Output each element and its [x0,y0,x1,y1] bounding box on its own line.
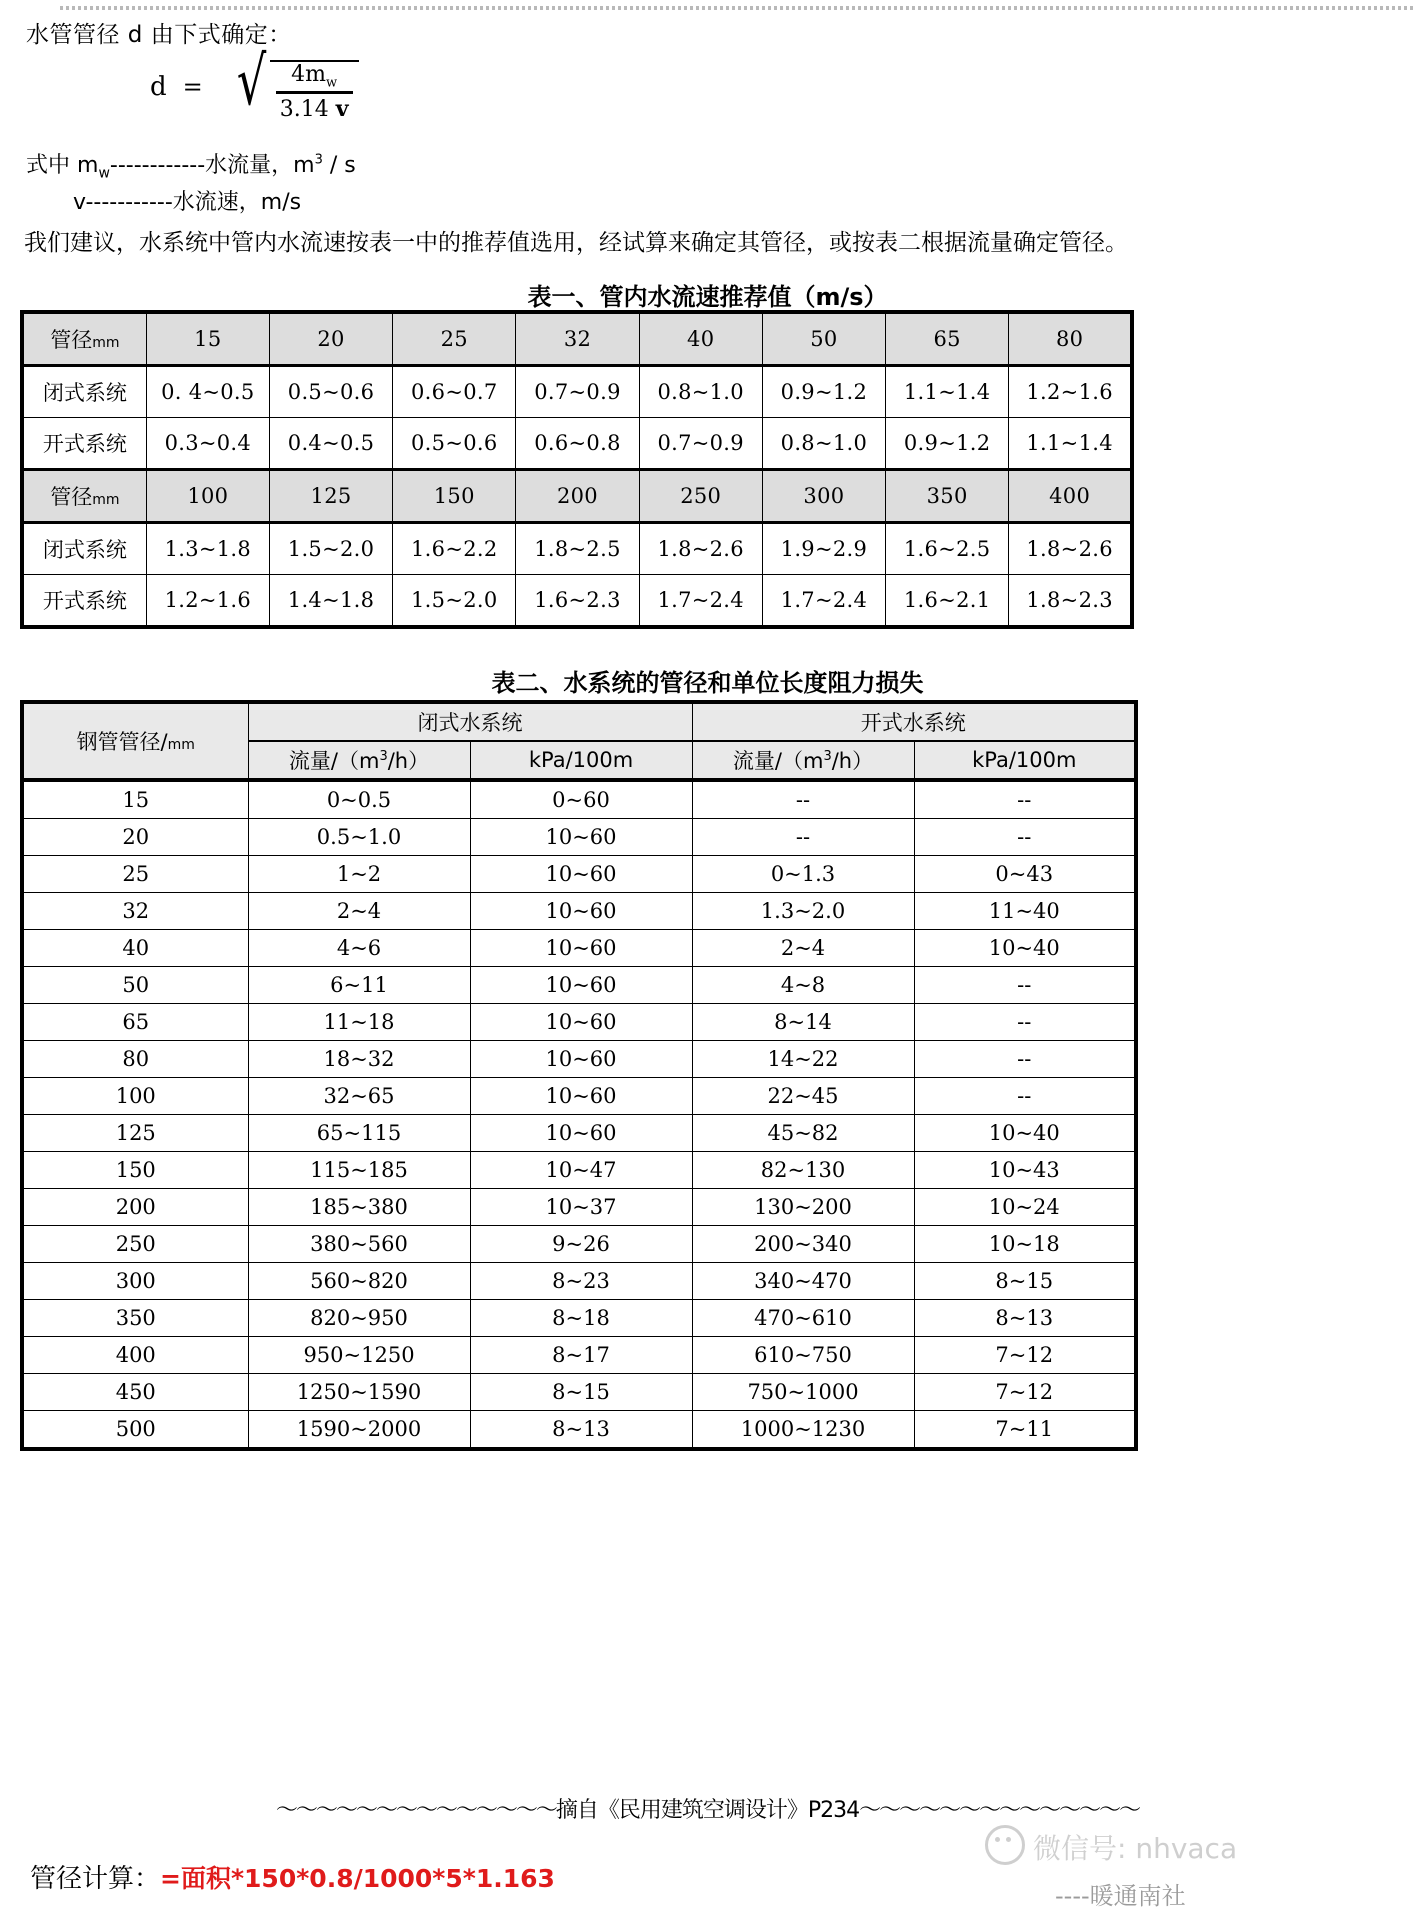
table-row [22,1374,1136,1411]
table-two-closed-flow-cell: 4~6 [248,930,470,967]
table-one-diameter-cell: 300 [762,470,885,523]
table-two-open-kpa-cell: 8~15 [914,1263,1136,1300]
table-one-diameter-cell: 65 [886,312,1009,366]
table-two-open-kpa-cell: 7~12 [914,1374,1136,1411]
table-one-value-cell: 1.7~2.4 [639,575,762,628]
table-one-value-cell: 0.7~0.9 [639,418,762,470]
where-text-velocity: 水流速， [172,190,261,215]
table-one-value-cell: 1.8~2.6 [1009,523,1132,575]
table-one-value-cell: 0. 4~0.5 [146,366,269,418]
table-one-value-cell: 1.2~1.6 [146,575,269,628]
where-line-velocity [73,185,301,216]
table-row [22,1411,1136,1450]
formula-variable-d: d [150,72,167,103]
table-two-closed-flow-cell: 1250~1590 [248,1374,470,1411]
table-row [22,1115,1136,1152]
source-citation [0,1793,1415,1824]
table-one-header-row [22,470,1132,523]
table-one-diameter-cell: 200 [516,470,639,523]
table-two-dn-cell: 15 [22,780,248,819]
where-text-flow: 水流量， [205,153,294,178]
table-one-value-cell: 1.8~2.3 [1009,575,1132,628]
calc-label: 管径计算： [30,1864,161,1894]
table-one-diameter-cell: 15 [146,312,269,366]
table-two-closed-flow-cell: 6~11 [248,967,470,1004]
calc-formula: =面积*150*0.8/1000*5*1.163 [160,1864,555,1893]
table-two-open-flow-cell: -- [692,780,914,819]
table-two-open-flow-cell: 4~8 [692,967,914,1004]
table-one-value-cell: 0.8~1.0 [762,418,885,470]
table-one-header-row [22,312,1132,366]
table-two-closed-kpa-cell: 10~60 [470,856,692,893]
table-two-open-flow-cell: 750~1000 [692,1374,914,1411]
table-two-closed-flow-cell: 18~32 [248,1041,470,1078]
table-one-value-cell: 0.4~0.5 [269,418,392,470]
table-two-open-flow-cell: 14~22 [692,1041,914,1078]
table-two-closed-kpa-cell: 10~60 [470,1078,692,1115]
table-one-data-row [22,366,1132,418]
table-two-col-closed-kpa: kPa/100m [470,741,692,780]
where-dashes-2: ----------- [85,190,173,215]
tilde-left: 〜〜〜〜〜〜〜〜〜〜〜〜〜〜 [275,1798,556,1823]
table-two-open-flow-cell: 2~4 [692,930,914,967]
table-one-value-cell: 0.9~1.2 [762,366,885,418]
radical-glyph: √ [236,41,267,121]
table-two-closed-flow-cell: 380~560 [248,1226,470,1263]
table-one-diameter-cell: 100 [146,470,269,523]
table-one-value-cell: 1.6~2.1 [886,575,1009,628]
table-one-value-cell: 0.5~0.6 [393,418,516,470]
table-two-open-kpa-cell: -- [914,967,1136,1004]
advice-paragraph: 我们建议，水系统中管内水流速按表一中的推荐值选用，经试算来确定其管径，或按表二根据流量确定管径。 [24,230,1128,256]
table-two-closed-kpa-cell: 10~60 [470,893,692,930]
table-two-closed-flow-cell: 1~2 [248,856,470,893]
where-line-flow: 式中 $m_w------------$水流量，$m^3$ / s [26,152,356,182]
table-two-closed-kpa-cell: 10~60 [470,1115,692,1152]
table-two-dn-cell: 200 [22,1189,248,1226]
table-two-open-kpa-cell: 7~12 [914,1337,1136,1374]
table-two-open-kpa-cell: -- [914,1004,1136,1041]
where-dashes-1: ------------ [109,153,206,178]
table-two-closed-flow-cell: 32~65 [248,1078,470,1115]
table-one-value-cell: 1.6~2.3 [516,575,639,628]
table-two-closed-kpa-cell: 10~60 [470,819,692,856]
table-one-value-cell: 1.8~2.6 [639,523,762,575]
intro-heading: 水管管径 d 由下式确定： [26,22,292,48]
table-two-dn-cell: 32 [22,893,248,930]
table-two-group-header-row [22,702,1136,741]
table-one-value-cell: 1.3~1.8 [146,523,269,575]
table-two-open-kpa-cell: 0~43 [914,856,1136,893]
table-row [22,1152,1136,1189]
table-row [22,1226,1136,1263]
table-two-dn-cell: 250 [22,1226,248,1263]
table-one-data-row [22,418,1132,470]
table-two-open-kpa-cell: -- [914,780,1136,819]
table-two-dn-cell: 150 [22,1152,248,1189]
table-two-open-kpa-cell: 10~40 [914,1115,1136,1152]
table-two-open-kpa-cell: -- [914,819,1136,856]
table-two-open-flow-cell: 340~470 [692,1263,914,1300]
fraction-numerator: $4m_w$ [276,62,353,94]
table-one-diameter-cell: 25 [393,312,516,366]
table-two-closed-kpa-cell: 10~37 [470,1189,692,1226]
table-two-col-open-kpa: kPa/100m [914,741,1136,780]
table-two-open-flow-cell: 1.3~2.0 [692,893,914,930]
watermark-wechat-id: 微信号: nhvaca [985,1825,1237,1867]
table-one-value-cell: 1.6~2.5 [886,523,1009,575]
fraction-denominator: 3.14 v [279,96,349,123]
table-two-closed-kpa-cell: 10~60 [470,967,692,1004]
table-one-row-label-diameter: 管径mm [22,470,146,523]
table-one-value-cell: 1.8~2.5 [516,523,639,575]
table-two-open-flow-cell: 8~14 [692,1004,914,1041]
table-row [22,930,1136,967]
table-one-diameter-cell: 400 [1009,470,1132,523]
table-two-side-header: 钢管管径/mm [22,702,248,780]
table-one-value-cell: 0.5~0.6 [269,366,392,418]
table-two-dn-cell: 400 [22,1337,248,1374]
table-one-value-cell: 1.6~2.2 [393,523,516,575]
table-one-diameter-cell: 150 [393,470,516,523]
table-two-col-closed-flow: 流量$/(m^3/h)$ [248,741,470,780]
table-two-open-flow-cell: 470~610 [692,1300,914,1337]
table-two-dn-cell: 40 [22,930,248,967]
table-row [22,1078,1136,1115]
table-two-closed-kpa-cell: 0~60 [470,780,692,819]
table-one-diameter-cell: 40 [639,312,762,366]
table-one-value-cell: 1.2~1.6 [1009,366,1132,418]
pipe-diameter-calc [30,1858,555,1895]
table-two-closed-kpa-cell: 8~23 [470,1263,692,1300]
table-two-closed-kpa-cell: 8~18 [470,1300,692,1337]
table-one-row-label-closed: 闭式系统 [22,523,146,575]
tilde-right: 〜〜〜〜〜〜〜〜〜〜〜〜〜〜 [859,1798,1140,1823]
table-one-diameter-cell: 350 [886,470,1009,523]
table-one-row-label-open: 开式系统 [22,575,146,628]
table-two-open-flow-cell: 130~200 [692,1189,914,1226]
top-dotted-rule [60,6,1415,10]
table-one-value-cell: 1.5~2.0 [269,523,392,575]
table-row [22,1337,1136,1374]
table-two-open-kpa-cell: 10~18 [914,1226,1136,1263]
table-two-dn-cell: 25 [22,856,248,893]
table-two-dn-cell: 500 [22,1411,248,1450]
table-one-value-cell: 0.9~1.2 [886,418,1009,470]
table-two-closed-flow-cell: 0.5~1.0 [248,819,470,856]
formula-equals-sign: = [182,73,203,102]
table-one-diameter-cell: 20 [269,312,392,366]
table-two-closed-kpa-cell: 8~13 [470,1411,692,1450]
table-two-open-flow-cell: 1000~1230 [692,1411,914,1450]
table-one-row-label-diameter: 管径mm [22,312,146,366]
table-one-value-cell: 1.1~1.4 [1009,418,1132,470]
square-root-symbol [233,41,359,123]
table-one-value-cell: 0.6~0.8 [516,418,639,470]
table-two-open-flow-cell: 22~45 [692,1078,914,1115]
table-two-caption: 表二、水系统的管径和单位长度阻力损失 [491,669,924,697]
where-label-mw: 式中 m [26,153,99,178]
table-one-diameter-cell: 250 [639,470,762,523]
table-two-open-flow-cell: -- [692,819,914,856]
table-row [22,780,1136,819]
table-two-closed-kpa-cell: 8~17 [470,1337,692,1374]
table-row [22,1041,1136,1078]
table-one-diameter-cell: 50 [762,312,885,366]
table-two-open-flow-cell: 45~82 [692,1115,914,1152]
table-one-diameter-cell: 80 [1009,312,1132,366]
table-two-open-kpa-cell: 8~13 [914,1300,1136,1337]
table-one-value-cell: 1.1~1.4 [886,366,1009,418]
table-two-closed-flow-cell: 2~4 [248,893,470,930]
table-one-value-cell: 1.9~2.9 [762,523,885,575]
table-two [20,700,1138,1451]
watermark-signature: ----暖通南社 [1055,1882,1186,1910]
table-one-value-cell: 0.3~0.4 [146,418,269,470]
table-two-open-kpa-cell: -- [914,1078,1136,1115]
table-two-open-kpa-cell: 11~40 [914,893,1136,930]
table-one-value-cell: 0.6~0.7 [393,366,516,418]
where-label-v: v [73,190,86,215]
table-two-dn-cell: 65 [22,1004,248,1041]
table-two-closed-kpa-cell: 10~60 [470,1004,692,1041]
table-two-group-open: 开式水系统 [692,702,1136,741]
table-row [22,1189,1136,1226]
table-one-row-label-closed: 闭式系统 [22,366,146,418]
table-one-diameter-cell: 32 [516,312,639,366]
table-one-diameter-cell: 125 [269,470,392,523]
table-two-dn-cell: 350 [22,1300,248,1337]
table-two-dn-cell: 20 [22,819,248,856]
table-two-dn-cell: 80 [22,1041,248,1078]
table-one-value-cell: 0.8~1.0 [639,366,762,418]
table-one-data-row [22,523,1132,575]
table-two-open-kpa-cell: 7~11 [914,1411,1136,1450]
table-two-open-flow-cell: 0~1.3 [692,856,914,893]
table-two-closed-flow-cell: 185~380 [248,1189,470,1226]
table-two-closed-kpa-cell: 10~47 [470,1152,692,1189]
table-two-open-flow-cell: 610~750 [692,1337,914,1374]
table-row [22,1300,1136,1337]
table-two-closed-kpa-cell: 10~60 [470,1041,692,1078]
table-two-closed-kpa-cell: 10~60 [470,930,692,967]
table-row [22,819,1136,856]
table-two-open-kpa-cell: 10~24 [914,1189,1136,1226]
table-one [20,310,1134,629]
table-two-dn-cell: 100 [22,1078,248,1115]
diameter-formula [150,41,359,123]
source-text: 摘自《民用建筑空调设计》P234 [555,1798,860,1823]
table-two-col-open-flow: 流量$/(m^3/h)$ [692,741,914,780]
table-one-value-cell: 1.7~2.4 [762,575,885,628]
table-two-open-flow-cell: 200~340 [692,1226,914,1263]
where-unit-velocity: m/s [260,190,302,215]
table-two-dn-cell: 450 [22,1374,248,1411]
table-one-value-cell: 1.4~1.8 [269,575,392,628]
table-two-open-kpa-cell: 10~40 [914,930,1136,967]
table-two-closed-flow-cell: 115~185 [248,1152,470,1189]
table-two-closed-flow-cell: 65~115 [248,1115,470,1152]
table-two-open-kpa-cell: -- [914,1041,1136,1078]
table-two-closed-flow-cell: 560~820 [248,1263,470,1300]
table-two-closed-flow-cell: 11~18 [248,1004,470,1041]
table-one-value-cell: 0.7~0.9 [516,366,639,418]
table-row [22,967,1136,1004]
table-one-caption: 表一、管内水流速推荐值（m/s） [527,283,888,311]
table-two-closed-kpa-cell: 9~26 [470,1226,692,1263]
table-one-row-label-open: 开式系统 [22,418,146,470]
table-two-dn-cell: 125 [22,1115,248,1152]
formula-fraction [270,60,359,122]
table-row [22,1263,1136,1300]
table-two-closed-flow-cell: 820~950 [248,1300,470,1337]
table-two-open-kpa-cell: 10~43 [914,1152,1136,1189]
smiley-face-icon [985,1825,1025,1865]
table-two-closed-flow-cell: 950~1250 [248,1337,470,1374]
table-row [22,856,1136,893]
table-one-data-row [22,575,1132,628]
table-two-closed-kpa-cell: 8~15 [470,1374,692,1411]
table-two-open-flow-cell: 82~130 [692,1152,914,1189]
table-two-dn-cell: 50 [22,967,248,1004]
table-one-value-cell: 1.5~2.0 [393,575,516,628]
table-two-group-closed: 闭式水系统 [248,702,692,741]
table-two-dn-cell: 300 [22,1263,248,1300]
table-row [22,893,1136,930]
table-two-closed-flow-cell: 1590~2000 [248,1411,470,1450]
table-row [22,1004,1136,1041]
table-two-closed-flow-cell: 0~0.5 [248,780,470,819]
